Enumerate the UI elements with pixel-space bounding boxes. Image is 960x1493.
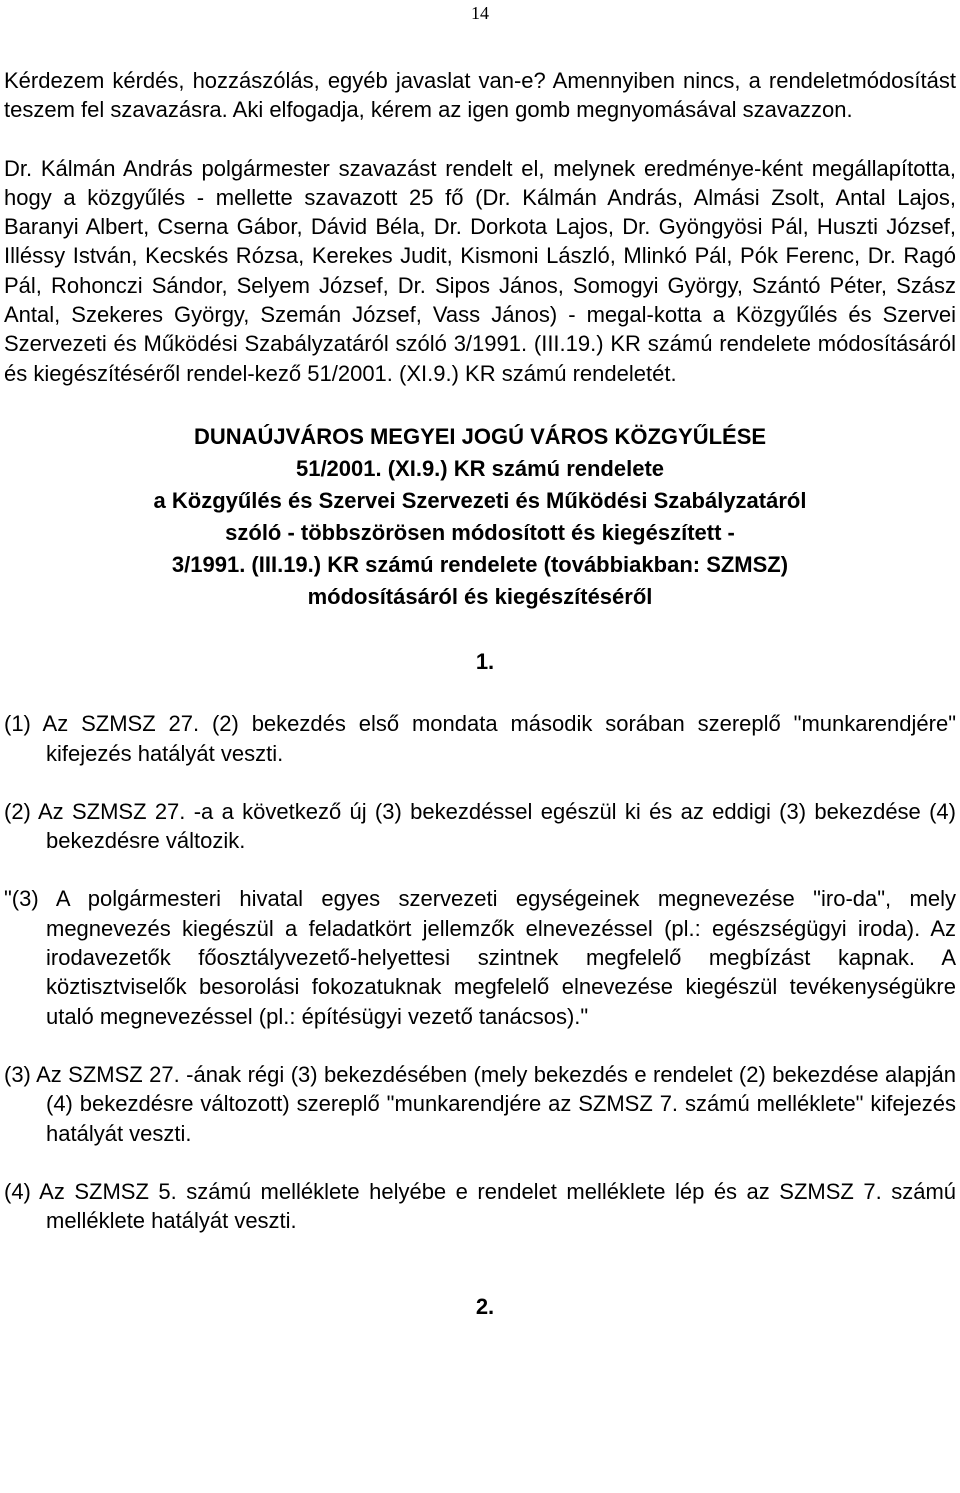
heading-line-4: szóló - többszörösen módosított és kiegészített - [225, 519, 735, 545]
intro-paragraph-2: Dr. Kálmán András polgármester szavazást rendelt el, melynek eredménye-ként megállapította, hogy a közgyűlés - mellette szavazott 25 fő (Dr. Kálmán András, Almási Zsolt, Antal Lajos, Baranyi Albert, Cserna Gábor, Dávid Béla, Dr. Dorkota Lajos, Dr. Gyöngyösi Pál, Huszti József, Illéssy István, Kecskés Rózsa, Kerekes Judit, Kismoni László, Mlinkó Pál, Pók Ferenc, Dr. Ragó Pál, Rohonczi Sándor, Selyem József, Dr. Sipos János, Somogyi György, Szántó Péter, Szász Antal, Szekeres György, Szemán József, Vass János) - megal-kotta a Közgyűlés és Szervei Szervezeti és Működési Szabályzatáról szóló 3/1991. (III.19.) KR számú rendelete módosításáról és kiegészítéséről rendel-kező 51/2001. (XI.9.) KR számú rendeletét. [4, 155, 956, 386]
section-1-quoted-paragraph: "(3) A polgármesteri hivatal egyes szervezeti egységeinek megnevezése "iro-da", mely megnevezés kiegészül a feladatkört jellemzők elnevezéssel (pl.: egészségügyi iroda). Az irodavezetők főosztályvezető-helyettesi szintnek megfelelő megbízást kapnak. A köztisztviselők besorolási fokozatuknak megfelelő elnevezése kiegészül tevékenységükre utaló megnevezéssel (pl.: építésügyi vezető tanácsos)." [4, 886, 956, 1029]
section-1-item-2: (2) Az SZMSZ 27. -a a következő új (3) bekezdéssel egészül ki és az eddigi (3) bekezdése (4) bekezdésre változik. [4, 798, 956, 854]
heading-line-1: DUNAÚJVÁROS MEGYEI JOGÚ VÁROS KÖZGYŰLÉSE [193, 423, 767, 449]
section-1-item-1: (1) Az SZMSZ 27. (2) bekezdés első mondata második sorában szereplő "munkarendjére" kifejezés hatályát veszti. [4, 711, 956, 766]
document-body [4, 66, 956, 1322]
section-1-item-4: (4) Az SZMSZ 5. számú melléklete helyébe e rendelet melléklete lép és az SZMSZ 7. számú melléklete hatályát veszti. [4, 1178, 956, 1234]
heading-line-6: módosításáról és kiegészítéséről [307, 583, 653, 609]
section-number-2: 2. [475, 1294, 495, 1320]
section-1-item-3: (3) Az SZMSZ 27. -ának régi (3) bekezdésében (mely bekezdés e rendelet (2) bekezdése alapján (4) bekezdésre változott) szereplő "munkarendjére az SZMSZ 7. számú melléklete" kifejezés hatályát veszti. [4, 1061, 956, 1146]
heading-line-5: 3/1991. (III.19.) KR számú rendelete (továbbiakban: SZMSZ) [171, 551, 789, 577]
intro-paragraph-1: Kérdezem kérdés, hozzászólás, egyéb javaslat van-e? Amennyiben nincs, a rendeletmódosítást teszem fel szavazásra. Aki elfogadja, kérem az igen gomb megnyomásával szavazzon. [4, 68, 956, 123]
heading-line-2: 51/2001. (XI.9.) KR számú rendelete [295, 455, 665, 481]
heading-line-3: a Közgyűlés és Szervei Szervezeti és Működési Szabályzatáról [153, 487, 807, 513]
page-number: 14 [471, 3, 489, 23]
section-number-1: 1. [475, 648, 495, 674]
regulation-heading [4, 421, 956, 613]
